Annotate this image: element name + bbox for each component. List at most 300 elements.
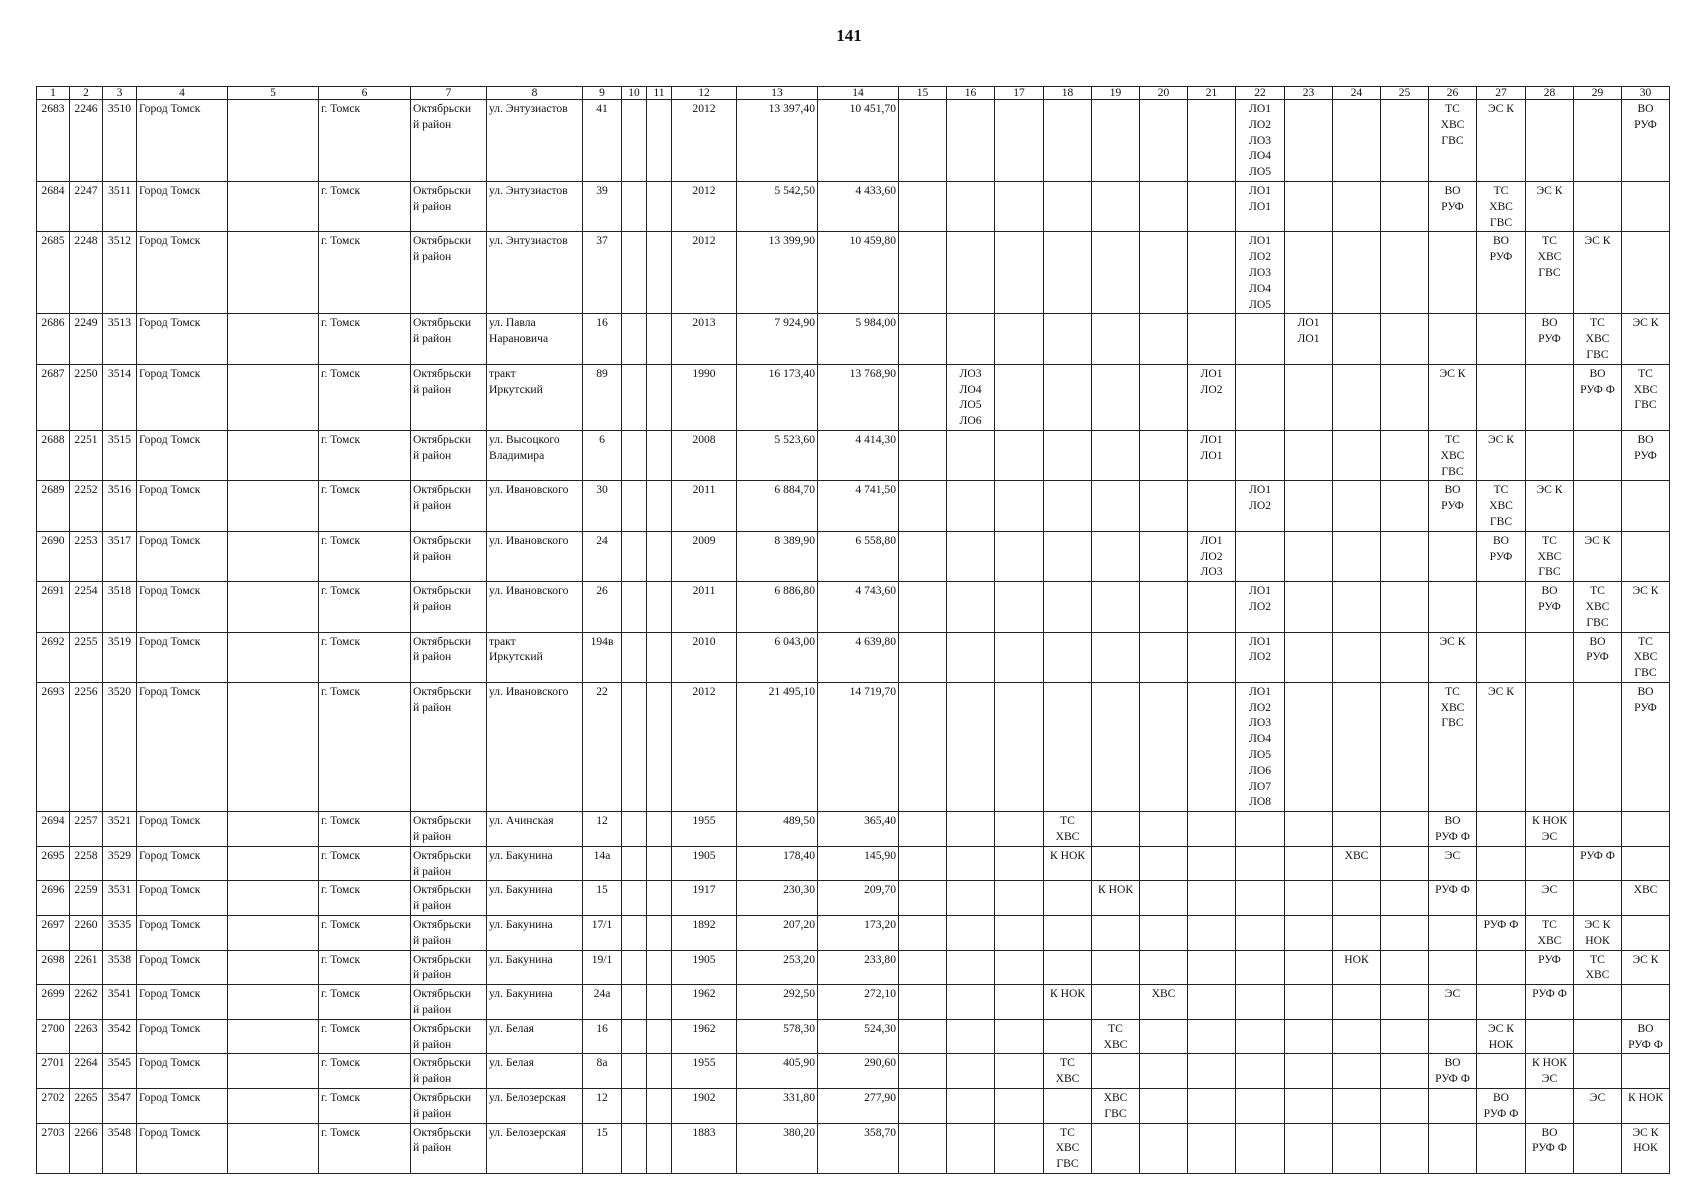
column-header: 2 <box>70 87 103 100</box>
table-cell: ул. Белая <box>487 1019 583 1054</box>
table-cell: 489,50 <box>737 812 818 847</box>
table-row <box>37 364 1670 430</box>
table-cell <box>1477 632 1526 682</box>
table-cell: Город Томск <box>137 985 228 1020</box>
table-cell: ТС ХВС ГВС <box>1044 1123 1092 1173</box>
column-header: 21 <box>1188 87 1236 100</box>
table-cell <box>1333 582 1381 632</box>
table-cell <box>1381 314 1429 364</box>
table-cell <box>622 682 647 811</box>
table-cell <box>947 950 995 985</box>
table-cell <box>647 682 672 811</box>
table-cell <box>947 846 995 881</box>
table-cell <box>1333 812 1381 847</box>
table-cell <box>1092 632 1140 682</box>
table-cell: ЭС К <box>1477 682 1526 811</box>
table-cell: 2247 <box>70 181 103 231</box>
table-cell <box>647 531 672 581</box>
table-cell: Октябрьски й район <box>411 985 487 1020</box>
table-cell: 14а <box>583 846 622 881</box>
table-cell <box>622 314 647 364</box>
table-row <box>37 181 1670 231</box>
table-cell: Город Томск <box>137 531 228 581</box>
table-cell: ул. Энтузиастов <box>487 181 583 231</box>
table-cell: г. Томск <box>319 881 411 916</box>
table-cell: 1905 <box>672 950 737 985</box>
table-cell <box>622 1089 647 1124</box>
table-cell: 5 523,60 <box>737 430 818 480</box>
table-cell: 2699 <box>37 985 70 1020</box>
table-cell: 3516 <box>103 481 137 531</box>
table-cell <box>1574 100 1622 182</box>
table-cell: Октябрьски й район <box>411 1089 487 1124</box>
table-cell: 3542 <box>103 1019 137 1054</box>
table-cell <box>1140 846 1188 881</box>
table-cell <box>1092 181 1140 231</box>
table-cell: ЛО1 ЛО2 <box>1188 364 1236 430</box>
table-cell <box>1285 531 1333 581</box>
table-cell: 3545 <box>103 1054 137 1089</box>
table-cell: Октябрьски й район <box>411 531 487 581</box>
table-cell: 365,40 <box>818 812 899 847</box>
table-cell <box>947 1089 995 1124</box>
table-cell: ВО РУФ Ф <box>1429 812 1477 847</box>
table-cell <box>947 481 995 531</box>
table-cell <box>1044 682 1092 811</box>
table-cell <box>1188 314 1236 364</box>
table-cell: 2012 <box>672 232 737 314</box>
table-cell <box>647 916 672 951</box>
table-cell <box>1622 916 1670 951</box>
table-cell <box>1333 916 1381 951</box>
table-cell <box>1574 1123 1622 1173</box>
table-cell <box>1285 950 1333 985</box>
table-cell: ЭС К НОК <box>1574 916 1622 951</box>
table-cell: 2261 <box>70 950 103 985</box>
table-cell: 2687 <box>37 364 70 430</box>
table-cell: ул. Энтузиастов <box>487 232 583 314</box>
table-cell <box>1236 430 1285 480</box>
table-cell: 4 433,60 <box>818 181 899 231</box>
table-cell <box>1236 812 1285 847</box>
table-cell <box>1044 314 1092 364</box>
table-cell: ул. Белая <box>487 1054 583 1089</box>
table-cell <box>1285 181 1333 231</box>
table-cell: Октябрьски й район <box>411 881 487 916</box>
table-cell: 2009 <box>672 531 737 581</box>
table-cell: 30 <box>583 481 622 531</box>
table-cell <box>647 950 672 985</box>
table-cell: Октябрьски й район <box>411 682 487 811</box>
table-cell <box>647 1089 672 1124</box>
table-cell: г. Томск <box>319 582 411 632</box>
table-cell <box>1236 531 1285 581</box>
table-cell: г. Томск <box>319 100 411 182</box>
table-cell <box>1044 531 1092 581</box>
table-cell: ЛО1 ЛО2 <box>1236 632 1285 682</box>
table-cell: 2686 <box>37 314 70 364</box>
table-cell <box>1188 632 1236 682</box>
table-cell: Город Томск <box>137 364 228 430</box>
table-cell: ВО РУФ <box>1526 582 1574 632</box>
table-cell: ТС ХВС ГВС <box>1622 632 1670 682</box>
table-cell <box>1622 1054 1670 1089</box>
table-cell <box>1381 881 1429 916</box>
table-cell <box>1333 881 1381 916</box>
table-cell <box>1188 985 1236 1020</box>
table-cell: г. Томск <box>319 1019 411 1054</box>
table-cell <box>1381 582 1429 632</box>
table-cell <box>622 846 647 881</box>
table-cell <box>622 1054 647 1089</box>
table-cell <box>1140 314 1188 364</box>
table-cell <box>1285 232 1333 314</box>
table-cell: 2703 <box>37 1123 70 1173</box>
table-row <box>37 430 1670 480</box>
table-cell: ВО РУФ <box>1622 100 1670 182</box>
table-row <box>37 481 1670 531</box>
table-cell <box>947 812 995 847</box>
table-cell <box>995 846 1044 881</box>
table-row <box>37 682 1670 811</box>
table-cell <box>1236 1089 1285 1124</box>
table-cell: г. Томск <box>319 181 411 231</box>
table-cell: 2248 <box>70 232 103 314</box>
table-cell <box>1044 582 1092 632</box>
table-cell <box>899 682 947 811</box>
table-cell: 13 768,90 <box>818 364 899 430</box>
table-cell: ВО РУФ <box>1622 430 1670 480</box>
table-row <box>37 985 1670 1020</box>
table-cell <box>947 100 995 182</box>
table-cell: 12 <box>583 812 622 847</box>
table-cell <box>1622 481 1670 531</box>
table-cell: 3529 <box>103 846 137 881</box>
table-cell: ул. Бакунина <box>487 985 583 1020</box>
table-cell: ВО РУФ <box>1477 531 1526 581</box>
table-cell: 3511 <box>103 181 137 231</box>
table-cell <box>1477 881 1526 916</box>
table-cell: 14 719,70 <box>818 682 899 811</box>
table-cell <box>228 100 319 182</box>
table-cell <box>899 881 947 916</box>
table-cell <box>1622 985 1670 1020</box>
table-cell <box>995 181 1044 231</box>
table-cell <box>899 846 947 881</box>
table-cell: 19/1 <box>583 950 622 985</box>
table-cell: ТС ХВС <box>1526 916 1574 951</box>
table-cell: 1955 <box>672 812 737 847</box>
table-cell: ТС ХВС ГВС <box>1526 531 1574 581</box>
table-cell <box>622 950 647 985</box>
table-cell: 173,20 <box>818 916 899 951</box>
table-cell: 272,10 <box>818 985 899 1020</box>
table-cell: ул. Белозерская <box>487 1089 583 1124</box>
column-header: 11 <box>647 87 672 100</box>
table-cell: 2691 <box>37 582 70 632</box>
table-cell: 4 741,50 <box>818 481 899 531</box>
table-cell: 2250 <box>70 364 103 430</box>
table-cell: 194в <box>583 632 622 682</box>
table-cell <box>947 181 995 231</box>
table-cell: 2696 <box>37 881 70 916</box>
table-cell: ЭС <box>1429 846 1477 881</box>
table-cell: 2013 <box>672 314 737 364</box>
table-cell: ТС ХВС <box>1044 812 1092 847</box>
table-cell <box>1236 314 1285 364</box>
column-header: 25 <box>1381 87 1429 100</box>
table-cell <box>947 1054 995 1089</box>
table-cell: 2683 <box>37 100 70 182</box>
table-cell <box>995 531 1044 581</box>
table-cell: ул. Высоцкого Владимира <box>487 430 583 480</box>
table-cell: РУФ <box>1526 950 1574 985</box>
table-cell: 253,20 <box>737 950 818 985</box>
table-cell <box>228 632 319 682</box>
table-cell <box>622 181 647 231</box>
table-cell <box>947 232 995 314</box>
table-cell: 2253 <box>70 531 103 581</box>
table-cell: г. Томск <box>319 232 411 314</box>
table-cell <box>228 846 319 881</box>
table-cell <box>1188 1019 1236 1054</box>
table-cell <box>1188 181 1236 231</box>
table-cell <box>899 364 947 430</box>
table-cell: 8 389,90 <box>737 531 818 581</box>
table-cell: 2698 <box>37 950 70 985</box>
table-cell: 2257 <box>70 812 103 847</box>
table-cell <box>647 846 672 881</box>
table-cell <box>647 1054 672 1089</box>
table-cell: 2011 <box>672 481 737 531</box>
table-cell <box>647 812 672 847</box>
table-cell: 3514 <box>103 364 137 430</box>
table-cell <box>228 1054 319 1089</box>
table-cell: Город Томск <box>137 1089 228 1124</box>
table-cell <box>1044 632 1092 682</box>
table-cell: 7 924,90 <box>737 314 818 364</box>
table-cell <box>1285 481 1333 531</box>
table-cell <box>647 1123 672 1173</box>
table-cell: Октябрьски й район <box>411 481 487 531</box>
table-cell: 292,50 <box>737 985 818 1020</box>
table-cell <box>1140 682 1188 811</box>
table-cell <box>995 682 1044 811</box>
table-cell <box>995 1123 1044 1173</box>
table-cell <box>995 314 1044 364</box>
table-cell <box>622 985 647 1020</box>
table-cell <box>1381 430 1429 480</box>
table-cell <box>1188 481 1236 531</box>
table-cell <box>228 314 319 364</box>
table-cell: 3531 <box>103 881 137 916</box>
table-cell <box>995 632 1044 682</box>
table-cell: 3518 <box>103 582 137 632</box>
table-cell <box>1526 1089 1574 1124</box>
table-cell <box>1140 1123 1188 1173</box>
table-cell <box>1429 1089 1477 1124</box>
table-cell <box>947 314 995 364</box>
table-cell: Город Томск <box>137 682 228 811</box>
table-cell <box>1622 812 1670 847</box>
table-cell <box>899 916 947 951</box>
table-cell <box>622 916 647 951</box>
table-cell <box>228 1089 319 1124</box>
table-cell: ЛО3 ЛО4 ЛО5 ЛО6 <box>947 364 995 430</box>
table-cell: К НОК <box>1044 846 1092 881</box>
table-cell: 2701 <box>37 1054 70 1089</box>
table-cell: К НОК ЭС <box>1526 812 1574 847</box>
table-cell: РУФ Ф <box>1574 846 1622 881</box>
table-cell: ул. Ивановского <box>487 582 583 632</box>
table-cell <box>1622 232 1670 314</box>
table-cell: 2259 <box>70 881 103 916</box>
table-cell: г. Томск <box>319 812 411 847</box>
table-cell <box>899 430 947 480</box>
table-cell: 380,20 <box>737 1123 818 1173</box>
table-cell: ВО РУФ Ф <box>1429 1054 1477 1089</box>
table-cell: ВО РУФ Ф <box>1526 1123 1574 1173</box>
table-cell: г. Томск <box>319 682 411 811</box>
table-cell: 1990 <box>672 364 737 430</box>
table-cell <box>1429 916 1477 951</box>
table-cell <box>1381 1123 1429 1173</box>
table-cell <box>947 430 995 480</box>
table-cell: 209,70 <box>818 881 899 916</box>
table-cell <box>995 881 1044 916</box>
table-cell <box>1477 985 1526 1020</box>
table-cell: ТС ХВС ГВС <box>1622 364 1670 430</box>
table-cell: 3547 <box>103 1089 137 1124</box>
table-cell <box>899 531 947 581</box>
table-cell: 16 173,40 <box>737 364 818 430</box>
table-cell <box>899 582 947 632</box>
table-cell: ТС ХВС ГВС <box>1526 232 1574 314</box>
table-cell: 2688 <box>37 430 70 480</box>
table-row <box>37 881 1670 916</box>
table-cell: ул. Павла Нарановича <box>487 314 583 364</box>
table-cell <box>1477 1123 1526 1173</box>
table-cell: Город Томск <box>137 181 228 231</box>
table-cell: 2694 <box>37 812 70 847</box>
table-row <box>37 632 1670 682</box>
table-cell <box>1236 1054 1285 1089</box>
table-cell: 16 <box>583 1019 622 1054</box>
table-cell <box>947 682 995 811</box>
table-cell <box>1477 846 1526 881</box>
table-cell: Октябрьски й район <box>411 1123 487 1173</box>
column-header: 20 <box>1140 87 1188 100</box>
table-cell <box>1333 985 1381 1020</box>
table-cell <box>995 812 1044 847</box>
column-header: 9 <box>583 87 622 100</box>
table-cell <box>1333 481 1381 531</box>
table-cell: ВО РУФ Ф <box>1574 364 1622 430</box>
table-cell: 4 414,30 <box>818 430 899 480</box>
table-cell <box>1574 481 1622 531</box>
column-header: 6 <box>319 87 411 100</box>
table-cell <box>1285 1054 1333 1089</box>
table-cell <box>1381 812 1429 847</box>
table-cell: ЭС К <box>1622 950 1670 985</box>
table-cell <box>228 481 319 531</box>
table-cell <box>1044 1019 1092 1054</box>
table-row <box>37 846 1670 881</box>
column-header: 22 <box>1236 87 1285 100</box>
table-cell: 2689 <box>37 481 70 531</box>
table-cell <box>1333 1054 1381 1089</box>
housing-register-table <box>36 86 1670 1174</box>
table-cell: ТС ХВС <box>1044 1054 1092 1089</box>
table-cell <box>622 812 647 847</box>
column-header: 19 <box>1092 87 1140 100</box>
table-cell <box>622 582 647 632</box>
table-cell <box>1477 950 1526 985</box>
table-cell <box>622 1019 647 1054</box>
table-cell: ул. Ивановского <box>487 531 583 581</box>
table-cell: ул. Бакунина <box>487 950 583 985</box>
table-cell: 3510 <box>103 100 137 182</box>
table-cell: ЭС К <box>1477 100 1526 182</box>
table-cell <box>1092 232 1140 314</box>
table-cell: 290,60 <box>818 1054 899 1089</box>
table-cell: г. Томск <box>319 1089 411 1124</box>
table-row <box>37 1019 1670 1054</box>
table-cell: ТС ХВС ГВС <box>1574 582 1622 632</box>
table-cell: РУФ Ф <box>1477 916 1526 951</box>
column-header: 1 <box>37 87 70 100</box>
table-cell <box>1044 881 1092 916</box>
table-cell: 15 <box>583 1123 622 1173</box>
table-cell: 2690 <box>37 531 70 581</box>
table-cell: 24 <box>583 531 622 581</box>
column-header: 12 <box>672 87 737 100</box>
table-cell <box>1333 1019 1381 1054</box>
table-cell: 2263 <box>70 1019 103 1054</box>
table-cell <box>1236 950 1285 985</box>
table-cell: 2262 <box>70 985 103 1020</box>
table-cell <box>1044 950 1092 985</box>
table-cell: г. Томск <box>319 314 411 364</box>
table-cell <box>647 481 672 531</box>
table-cell <box>1574 430 1622 480</box>
table-cell <box>1333 100 1381 182</box>
column-header: 30 <box>1622 87 1670 100</box>
table-cell: 17/1 <box>583 916 622 951</box>
table-cell <box>1526 846 1574 881</box>
table-cell: 1962 <box>672 1019 737 1054</box>
table-cell <box>899 812 947 847</box>
table-cell <box>1477 364 1526 430</box>
table-cell <box>1285 812 1333 847</box>
table-cell <box>1092 100 1140 182</box>
table-cell <box>1140 430 1188 480</box>
table-cell <box>1092 430 1140 480</box>
table-cell: Город Томск <box>137 812 228 847</box>
table-cell <box>1285 881 1333 916</box>
column-header: 10 <box>622 87 647 100</box>
column-header: 4 <box>137 87 228 100</box>
table-cell: Октябрьски й район <box>411 916 487 951</box>
table-cell: 2260 <box>70 916 103 951</box>
table-cell <box>1092 846 1140 881</box>
table-cell: 3548 <box>103 1123 137 1173</box>
table-cell: ЭС К <box>1622 582 1670 632</box>
table-cell <box>1381 632 1429 682</box>
table-cell <box>1092 531 1140 581</box>
table-cell: 3513 <box>103 314 137 364</box>
table-cell: 15 <box>583 881 622 916</box>
